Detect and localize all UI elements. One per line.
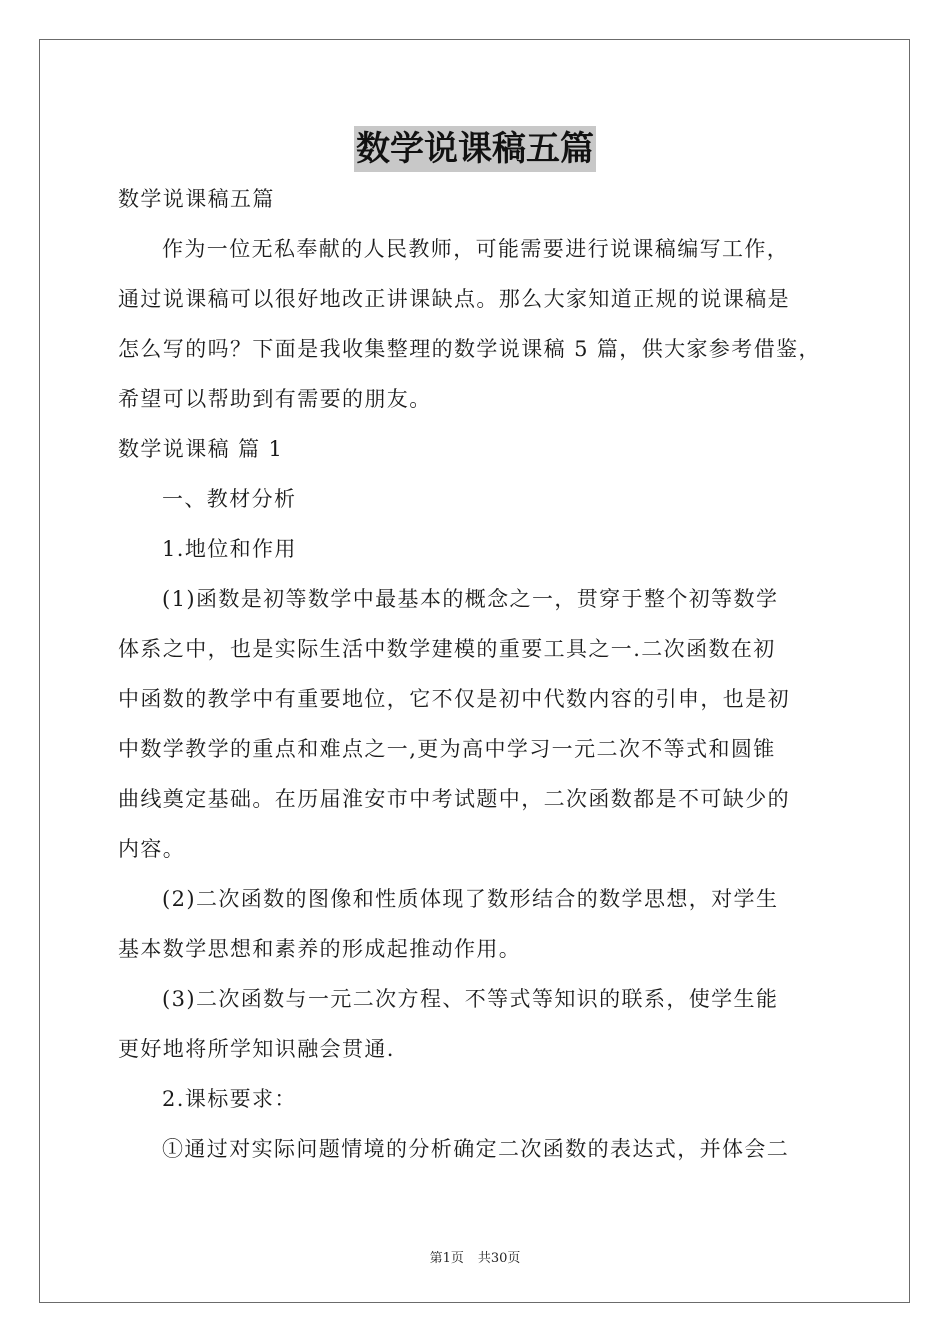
document-title-wrapper (0, 126, 950, 172)
text-line: 内容。 (118, 837, 186, 861)
text-line: (2)二次函数的图像和性质体现了数形结合的数学思想，对学生 (162, 887, 779, 911)
text-line: 1.地位和作用 (162, 537, 297, 561)
text-line: 中数学教学的重点和难点之一,更为高中学习一元二次不等式和圆锥 (118, 737, 776, 761)
text-line: 曲线奠定基础。在历届淮安市中考试题中，二次函数都是不可缺少的 (118, 787, 790, 811)
page-number: 第1页 (429, 1251, 464, 1266)
text-line: 怎么写的吗？下面是我收集整理的数学说课稿 5 篇，供大家参考借鉴， (118, 337, 821, 361)
text-line: 2.课标要求： (162, 1087, 297, 1111)
page-total: 共30页 (477, 1251, 521, 1266)
document-title: 数学说课稿五篇 (354, 126, 596, 172)
text-line: 体系之中，也是实际生活中数学建模的重要工具之一.二次函数在初 (118, 637, 776, 661)
text-line: 基本数学思想和素养的形成起推动作用。 (118, 937, 522, 961)
document-body (118, 174, 834, 1174)
page-footer (0, 1247, 950, 1266)
text-line: 中函数的教学中有重要地位，它不仅是初中代数内容的引申，也是初 (118, 687, 790, 711)
text-line: (3)二次函数与一元二次方程、不等式等知识的联系，使学生能 (162, 987, 779, 1011)
text-line: 希望可以帮助到有需要的朋友。 (118, 387, 432, 411)
text-line: ①通过对实际问题情境的分析确定二次函数的表达式，并体会二 (162, 1137, 790, 1161)
text-line: 作为一位无私奉献的人民教师，可能需要进行说课稿编写工作， (162, 237, 790, 261)
text-line: 通过说课稿可以很好地改正讲课缺点。那么大家知道正规的说课稿是 (118, 287, 790, 311)
text-line: 一、教材分析 (162, 487, 297, 511)
text-line: 更好地将所学知识融会贯通. (118, 1037, 395, 1061)
text-line: 数学说课稿 篇 1 (118, 437, 284, 461)
text-line: (1)函数是初等数学中最基本的概念之一，贯穿于整个初等数学 (162, 587, 779, 611)
text-line: 数学说课稿五篇 (118, 187, 275, 211)
